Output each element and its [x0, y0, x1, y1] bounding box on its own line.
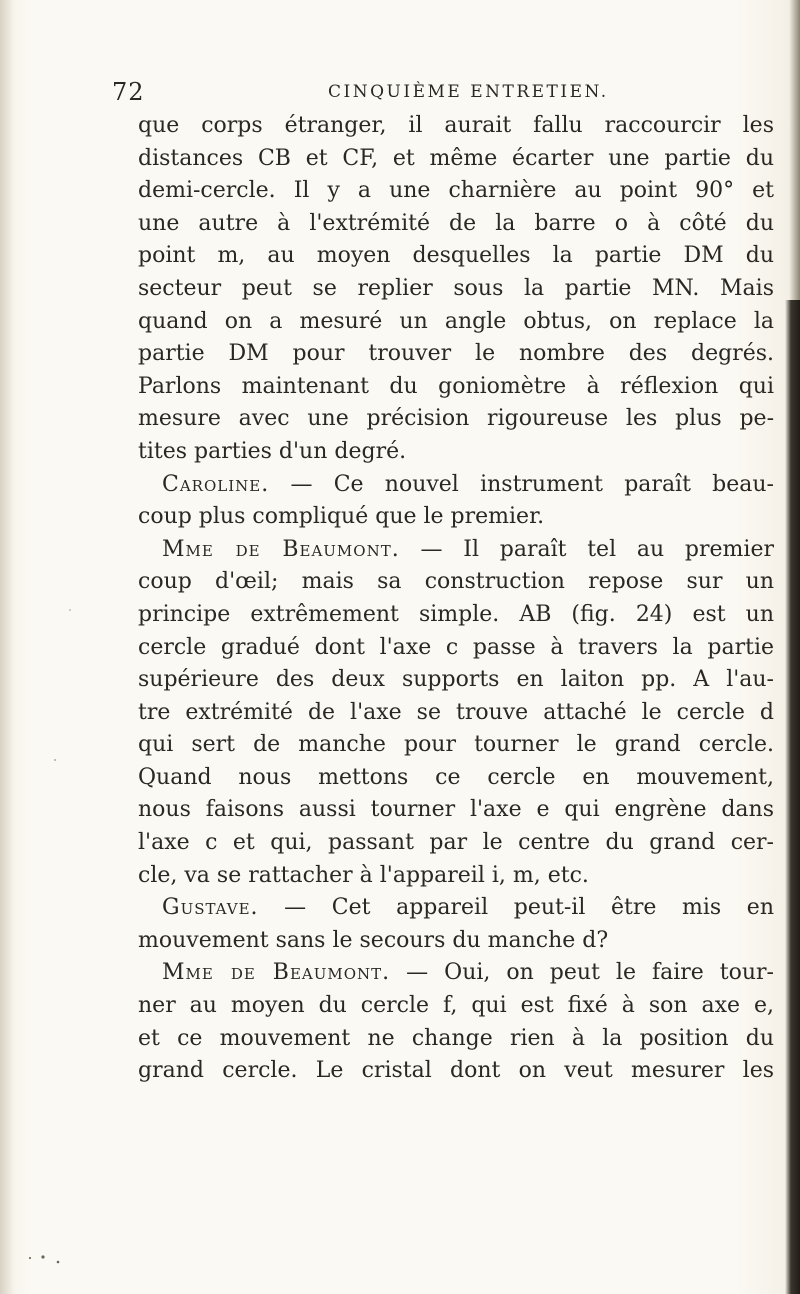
text-line: l'axe c et qui, passant par le centre du grand cer-	[138, 830, 774, 856]
text-line: tre extrémité de l'axe se trouve attaché le cercle d	[138, 699, 774, 725]
text-line: une autre à l'extrémité de la barre o à côté du	[138, 210, 774, 236]
text-line: tites parties d'un degré.	[138, 438, 407, 464]
text-line: Quand nous mettons ce cercle en mouvement,	[138, 764, 774, 790]
text-line: nous faisons aussi tourner l'axe e qui engrène dans	[138, 797, 774, 823]
page-left-shadow	[0, 0, 14, 1294]
body-text	[138, 110, 774, 1088]
text-line: quand on a mesuré un angle obtus, on replace la	[138, 308, 774, 334]
text-line: Gustave. — Cet appareil peut-il être mis en	[162, 895, 774, 921]
speaker-name: Mme de Beaumont.	[162, 960, 391, 986]
speaker-name: Caroline.	[162, 471, 270, 497]
text-line: grand cercle. Le cristal dont on veut mesurer les	[138, 1058, 774, 1084]
text-line: principe extrêmement simple. AB (fig. 24) est un	[138, 601, 774, 627]
text-line: Mme de Beaumont. — Oui, on peut le faire tour-	[162, 960, 774, 986]
speaker-name: Gustave.	[162, 895, 259, 921]
text-line: que corps étranger, il aurait fallu raccourcir les	[138, 113, 774, 138]
page-number: 72	[112, 78, 145, 106]
text-line: demi-cercle. Il y a une charnière au point 90° et	[138, 178, 774, 204]
text-line: Parlons maintenant du goniomètre à réflexion qui	[138, 373, 774, 399]
text-line: cercle gradué dont l'axe c passe à travers la partie	[138, 634, 774, 660]
text-line: qui sert de manche pour tourner le grand cercle.	[138, 732, 774, 758]
text-line: cle, va se rattacher à l'appareil i, m, etc.	[138, 862, 589, 888]
speaker-name: Mme de Beaumont.	[162, 536, 400, 562]
text-line: partie DM pour trouver le nombre des degrés.	[138, 341, 774, 367]
text-line: ner au moyen du cercle f, qui est fixé à son axe e,	[138, 993, 774, 1019]
text-line: Mme de Beaumont. — Il paraît tel au premier	[162, 536, 774, 562]
text-line: et ce mouvement ne change rien à la position du	[138, 1025, 774, 1051]
text-line: mesure avec une précision rigoureuse les plus pe-	[138, 406, 774, 432]
text-line: point m, au moyen desquelles la partie DM du	[138, 243, 774, 269]
chapter-title: CINQUIÈME ENTRETIEN.	[328, 82, 609, 102]
running-head	[112, 78, 752, 108]
text-line: secteur peut se replier sous la partie MN. Mais	[138, 275, 774, 301]
text-line: distances CB et CF, et même écarter une partie du	[138, 145, 774, 171]
text-line: coup d'œil; mais sa construction repose sur un	[138, 569, 774, 595]
text-line: mouvement sans le secours du manche d?	[138, 927, 609, 953]
page-right-edge	[785, 300, 800, 1294]
page-right-edge-top	[789, 0, 800, 300]
text-line: coup plus compliqué que le premier.	[138, 504, 545, 530]
text-line: Caroline. — Ce nouvel instrument paraît beau-	[162, 471, 774, 497]
text-line: supérieure des deux supports en laiton pp. A l'au-	[138, 667, 774, 693]
